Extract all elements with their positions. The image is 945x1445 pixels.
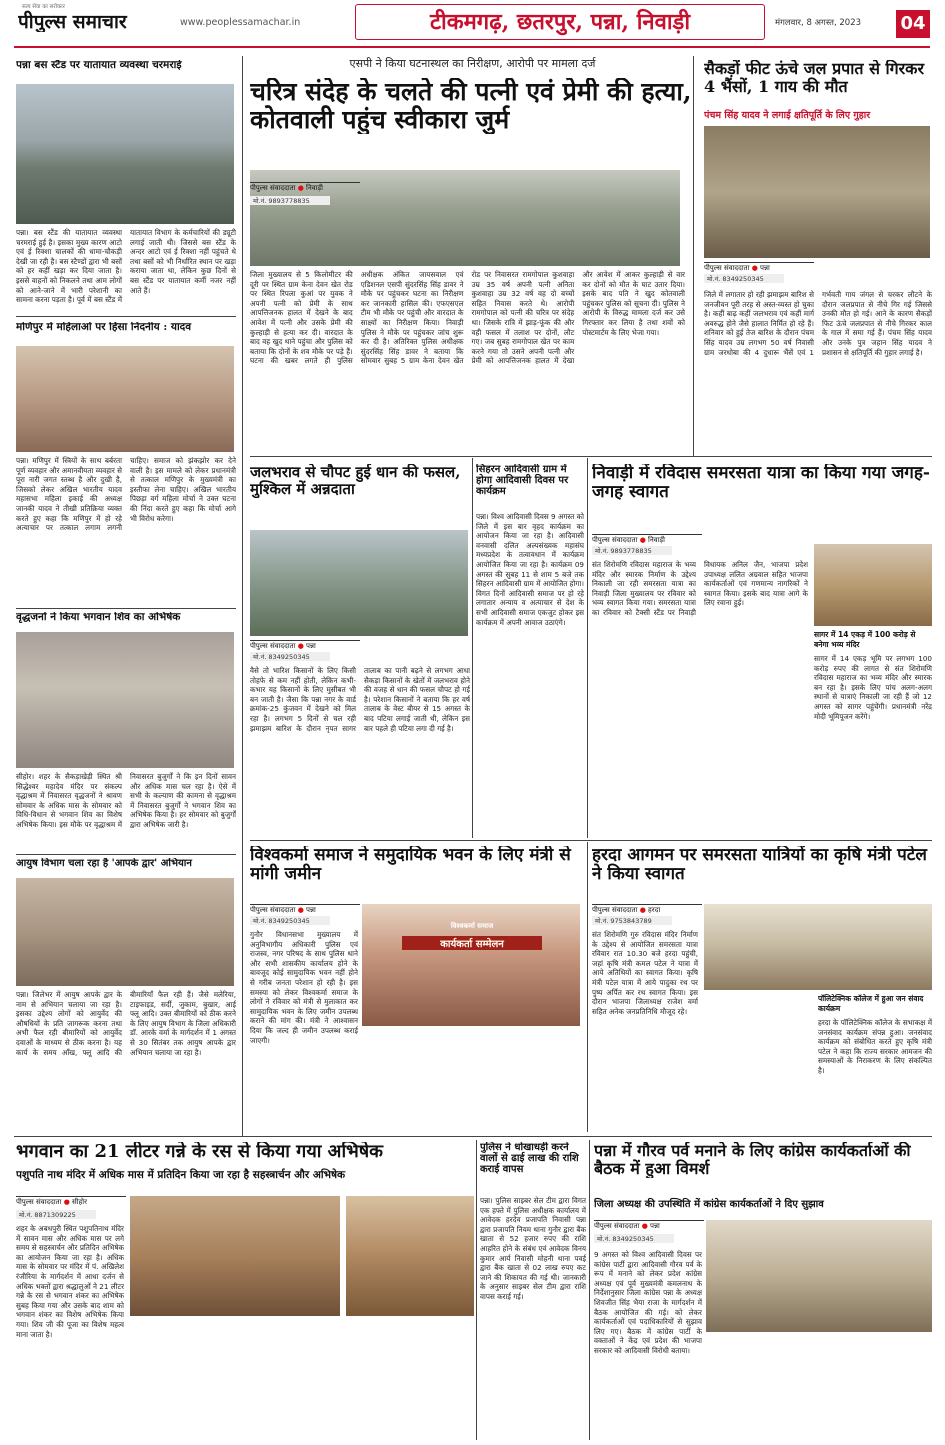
region-title: टीकमगढ़, छतरपुर, पन्ना, निवाड़ी bbox=[429, 9, 691, 35]
congress-meeting-photo bbox=[706, 1220, 932, 1332]
bottom-story3-text-continued bbox=[706, 1336, 932, 1434]
page-number: 04 bbox=[896, 10, 930, 38]
right-top-mobile: मो.नं. 8349250345 bbox=[704, 274, 784, 283]
bottom-story3-byline: पीपुल्स संवाददाता ● पन्ना bbox=[594, 1220, 704, 1231]
abhishek-vessel-photo bbox=[346, 1196, 474, 1316]
harda-headline: हरदा आगमन पर समरसता यात्रियों का कृषि मंत्री पटेल ने किया स्वागत bbox=[592, 846, 927, 885]
harda-byline-place: हरदा bbox=[648, 906, 661, 914]
mid-story1-byline-place: पन्ना bbox=[306, 642, 316, 650]
yatra-welcome-photo bbox=[814, 544, 932, 626]
right-top-headline: सैकड़ों फीट ऊंचे जल प्रपात से गिरकर 4 भैंसों, 1 गाय की मौत bbox=[704, 60, 925, 96]
masthead-rule bbox=[14, 46, 930, 48]
vishwakarma-banner1: विश्वकर्मा समाज bbox=[450, 922, 494, 930]
column-rule bbox=[587, 458, 588, 838]
mid-story2-text: पन्ना। विश्व आदिवासी दिवस 9 अगस्त को जिले में इस बार वृहद कार्यक्रम का आयोजन किया जा रहा है। आदिवासी वनवासी दलित अल्पसंख्यक महासंघ मध्यप्रदेश के तत्वावधान में कार्यक्रम आयोजित किया जा रहा है। कार्यक्रम 09 अगस्त की सुबह 11 से शाम 5 बजे तक सिहरन आदिवासी ग्राम में आयोजित होगा। विगत दिनों आदिवासी समाज पर हो रहे लगातार अन्याय व अत्याचार से देश के सभी आदिवासी समाज एकजुट होकर इस कार्यक्रम में अपनी आवाज उठाएंगे। bbox=[476, 512, 584, 627]
divider bbox=[16, 608, 236, 609]
region-banner bbox=[355, 4, 765, 40]
mid-story1-byline: पीपुल्स संवाददाता ● पन्ना bbox=[250, 640, 360, 651]
left-story1-headline: पन्ना बस स्टैंड पर यातायात व्यवस्था चरमराई bbox=[16, 60, 182, 71]
flooded-field-photo bbox=[250, 530, 468, 636]
mid-story2-headline: सिहरन आदिवासी ग्राम में होगा आदिवासी दिवस पर कार्यक्रम bbox=[476, 464, 569, 498]
harda-text-continued bbox=[704, 994, 812, 1130]
bottom-story1-subheadline: पशुपति नाथ मंदिर में अधिक मास में प्रतिदिन किया जा रहा है सहस्त्रार्चन और अभिषेक bbox=[16, 1169, 346, 1181]
bottom-story1-byline: पीपुल्स संवाददाता ● सीहोर bbox=[16, 1196, 126, 1207]
left-story2-text: पन्ना। मणिपुर में स्त्रियों के साथ बर्बरता पूर्ण व्यवहार और अमानवीयता व्यवहार से पूरा नारी जगत स्तब्ध है और दुखी है, जिसको लेकर अखिल भारतीय यादव महासभा महिला इकाई की अध्यक्ष जानकी यादव ने तीखी प्रतिक्रिया व्यक्त करते हुए कहा कि मणिपुर में हो रहे अत्याचार पर तत्काल लगाम लगनी चाहिए। समाज को झंकझोर कर देने वाली है। इस मामले को लेकर प्रधानमंत्री से तत्काल मणिपुर के मुख्यमंत्री का इस्तीफा लेना चाहिए। अखिल भारतीय पिछड़ा वर्ग महिला मोर्चा ने उक्त घटना की निंदा करते हुए कहा कि मोर्चा आगे भी विरोध करेगा। bbox=[16, 456, 236, 533]
niwari-photo-caption: सागर में 14 एकड़ में 100 करोड़ से बनेगा भव्य मंदिर bbox=[814, 630, 916, 649]
bottom-story3-mobile: मो.नं. 8349250345 bbox=[594, 1234, 674, 1243]
niwari-byline-name: पीपुल्स संवाददाता bbox=[592, 536, 638, 544]
column-rule bbox=[587, 842, 588, 1132]
bottom-story3-byline-place: पन्ना bbox=[650, 1222, 660, 1230]
logo: पीपुल्स समाचार bbox=[18, 11, 127, 32]
lead-byline-name: पीपुल्स संवाददाता bbox=[250, 184, 296, 192]
mid-story1-byline-name: पीपुल्स संवाददाता bbox=[250, 642, 296, 650]
right-top-subheadline: पंचम सिंह यादव ने लगाई क्षतिपूर्ति के लिए गुहार bbox=[704, 110, 871, 121]
vishwakarma-text: गुनौर विधानसभा मुख्यालय में अनुविभागीय अधिकारी पुलिस एवं राजस्व, नगर परिषद के साथ पुलिस थाने और सभी शासकीय कार्यालय होने के बावजूद कोई सामुदायिक भवन नहीं होने से गरीब जनता परेशान हो रही है। इस समस्या को लेकर विश्वकर्मा समाज के लोगों ने रविवार को मंत्री से मुलाकात कर सामुदायिक भवन के लिए जमीन उपलब्ध कराने की मांग की। मंत्री ने आश्वासन दिया कि जल्द ही जमीन उपलब्ध कराई जाएगी। bbox=[250, 930, 358, 1045]
lead-headline: चरित्र संदेह के चलते की पत्नी एवं प्रेमी की हत्या, कोतवाली पहुंच स्वीकारा जुर्म bbox=[250, 78, 692, 134]
column-rule bbox=[476, 1140, 477, 1440]
divider bbox=[250, 840, 932, 841]
niwari-headline: निवाड़ी में रविदास समरसता यात्रा का किया गया जगह-जगह स्वागत bbox=[592, 464, 930, 503]
masthead bbox=[0, 0, 945, 46]
lead-byline-place: निवाड़ी bbox=[306, 184, 323, 192]
vishwakarma-mobile: मो.नं. 8349250345 bbox=[250, 916, 330, 925]
bottom-story3-subheadline: जिला अध्यक्ष की उपस्थिति में कांग्रेस कार्यकर्ताओं ने दिए सुझाव bbox=[594, 1199, 824, 1210]
vishwakarma-byline-place: पन्ना bbox=[306, 906, 316, 914]
bottom-story3-byline-name: पीपुल्स संवाददाता bbox=[594, 1222, 640, 1230]
left-story4-text: पन्ना। जिलेभर में आयुष आपके द्वार के नाम से अभियान चलाया जा रहा है। इसका उद्देश्य लोगों को आयुर्वेद की औषधियों के प्रति जागरूक करना तथा अभी फैल रही बीमारियों को आयुर्वेद दवाओं के माध्यम से ठीक करना है। यह कार्य के समय आँख, फ्लू आदि की बीमारियाँ फैल रही हैं। जैसे मलेरिया, टाइफाइड, सर्दी, जुकाम, बुखार, आई फ्लू आदि। उक्त बीमारियों को ठीक करने के लिए आयुष विभाग के जिला अधिकारी डॉ. आरके वर्मा के मार्गदर्शन में 1 अगस्त से 30 सितंबर तक आयुष आपके द्वार अभियान चलाया जा रहा है। bbox=[16, 990, 236, 1057]
manipur-meeting-photo bbox=[16, 346, 234, 452]
niwari-text: संत शिरोमणि रविदास महाराज के भव्य मंदिर और स्मारक निर्माण के उद्देश्य निकाली जा रही समरसता यात्रा का निवाड़ी जिला मुख्यालय पर रविवार को भव्य स्वागत किया गया। समरसता यात्रा का रविवार को टैक्सी स्टैंड पर निवाड़ी विधायक अनिल जैन, भाजपा प्रदेश उपाध्यक्ष ललित अग्रवाल सहित भाजपा कार्यकर्ताओं एवं गणमान्य नागरिकों ने स्वागत किया। इसके बाद यात्रा आगे के लिए रवाना हुई। bbox=[592, 560, 808, 617]
harda-byline: पीपुल्स संवाददाता ● हरदा bbox=[592, 904, 702, 915]
bottom-story1-text: शहर के अबधपुरी स्थित पशुपतिनाथ मंदिर में सावन मास और अधिक मास पर लगे समय से सहस्त्रार्चन और प्रतिदिन अभिषेक का आयोजन किया जा रहा है। अधिक मास के सोमवार पर मंदिर में पं. अखिलेश रंजीरिया के मार्गदर्शन में आधा दर्जन से अधिक भक्तों द्वारा श्रद्धालुओं ने 21 लीटर गन्ने के रस से भगवान शंकर का अभिषेक सुबह किया गया और उसके बाद शाम को भगवान शंकर का विशेष अभिषेक किया गया। शिव जी की पूजा का विशेष महत्व माना जाता है। bbox=[16, 1224, 124, 1339]
divider bbox=[250, 456, 932, 457]
bottom-story1-mobile: मो.नं. 8871309225 bbox=[16, 1210, 96, 1219]
bottom-story1-byline-name: पीपुल्स संवाददाता bbox=[16, 1198, 62, 1206]
bottom-story2-headline: पुलिस ने धोखाधड़ी करने वालों से ढाई लाख की राशि कराई वापस bbox=[480, 1142, 579, 1176]
vishwakarma-byline: पीपुल्स संवाददाता ● पन्ना bbox=[250, 904, 360, 915]
mid-story1-headline: जलभराव से चौपट हुई धान की फसल, मुश्किल में अन्नदाता bbox=[250, 464, 461, 498]
column-rule bbox=[589, 1140, 590, 1440]
column-rule bbox=[242, 56, 243, 1136]
masthead-tagline: सत्य सेवा का सरोकार bbox=[22, 4, 65, 10]
divider bbox=[16, 854, 236, 855]
right-top-byline-place: पन्ना bbox=[760, 264, 770, 272]
niwari-mobile: मो.नं. 9893778835 bbox=[592, 546, 672, 555]
bottom-story3-headline: पन्ना में गौरव पर्व मनाने के लिए कांग्रेस कार्यकर्ताओं की बैठक में हुआ विमर्श bbox=[594, 1142, 911, 1178]
vishwakarma-headline: विश्वकर्मा समाज ने समुदायिक भवन के लिए मंत्री से मांगी जमीन bbox=[250, 846, 571, 885]
polytechnic-event-photo bbox=[704, 904, 932, 990]
bottom-story1-byline-place: सीहोर bbox=[72, 1198, 87, 1206]
bottom-story1-text-continued bbox=[130, 1320, 340, 1434]
left-story1-text: पन्ना। बस स्टैंड की यातायात व्यवस्था चरमराई हुई है। इसका मुख्य कारण आटो एवं ई रिक्शा चालकों की धामा-चौकड़ी देखी जा रही है। बस स्टैण्डों द्वारा भी बसों को हर कहीं खड़ा कर दिया जाता है। इससे वाहनों को निकलने तथा आम लोगों को आने-जाने में भारी परेशानी का सामना करना पड़ता है। पूर्व में बस स्टैंड में यातायात विभाग के कर्मचारियों की ड्यूटी लगाई जाती थी। जिससे बस स्टैंड के अन्दर आटो एवं ई रिक्शा नहीं पहुंचते थे तथा बसों को भी निर्धारित स्थान पर खड़ा कराया जाता था, लेकिन कुछ दिनों से बस स्टैंड पर यातायात कर्मी नजर नहीं आते हैं। bbox=[16, 228, 236, 305]
bottom-story1-headline: भगवान का 21 लीटर गन्ने के रस से किया गया अभिषेक bbox=[16, 1142, 383, 1162]
niwari-caption-text: सागर में 14 एकड़ भूमि पर लगभग 100 करोड़ रुपए की लागत से संत शिरोमणि रविदास महाराज का भव्य मंदिर और स्मारक बन रहा है। इसके लिए पांच अलग-अलग स्थानों से यात्राएं निकाली जा रही हैं जो 12 अगस्त को सागर पहुंचेंगी। प्रधानमंत्री नरेंद्र मोदी भूमिपूजन करेंगे। bbox=[814, 654, 932, 721]
mid-story1-mobile: मो.नं. 8349250345 bbox=[250, 652, 330, 661]
bottom-story3-text: 9 अगस्त को विश्व आदिवासी दिवस पर कांग्रेस पार्टी द्वारा आदिवासी गौरव पर्व के रूप में मनाने को लेकर प्रदेश कांग्रेस अध्यक्ष एवं पूर्व मुख्यमंत्री कमलनाथ के निर्देशानुसार जिला कांग्रेस पन्ना के अध्यक्ष शिवजीत सिंह भैया राजा के मार्गदर्शन में बैठक आयोजित की गई। को लेकर कार्यकर्ताओं एवं पदाधिकारियों से सुझाव लिए गए। बैठक में कांग्रेस पार्टी के वक्ताओं ने केंद्र एवं प्रदेश की भाजपा सरकार को आदिवासी विरोधी बताया। bbox=[594, 1250, 702, 1355]
left-story2-headline: मणिपुर में महिलाओं पर हिंसा निंदनीय : यादव bbox=[16, 322, 192, 333]
left-story3-text: सीहोर। शहर के सैकड़ाखेड़ी स्थित श्री सिद्धेश्वर महादेव मंदिर पर संकल्प वृद्धाश्रम में निवासरत वृद्धजनों ने श्रावण सोमवार के अधिक मास के सोमवार को विधि-विधान से भगवान शिव का विशेष अभिषेक किया। इस मौके पर वृद्धाश्रम में निवासरत बुजुर्गों ने कि इन दिनों सावन और अधिक मास चल रहा है। ऐसे में सभी के कल्याण की कामना से वृद्धाश्रम में निवासरत बुजुर्गों ने भगवान शिव का अभिषेक किया है। हर सोमवार को बुजुर्गों द्वारा अभिषेक जारी है। bbox=[16, 772, 236, 829]
ganna-ras-abhishek-photo bbox=[130, 1196, 340, 1316]
column-rule bbox=[472, 458, 473, 838]
vishwakarma-event-photo bbox=[362, 904, 580, 1026]
column-rule bbox=[693, 56, 694, 456]
mid-story1-text: वैसे तो भारिश किसानों के लिए किसी तोहफे से कम नहीं होती, लेकिन कभी-कभार यह किसानों के लिए मुसीबत भी बन जाती है। जैसा कि पन्ना नगर के वार्ड क्रमांक-25 कुंजवन में देखने को मिल रहा है। लगभग 5 दिनों से चल रही झमाझम बारिश के दौरान नृपत सागर तालाब का पानी बढ़ने से लगभग आधा सैकड़ा किसानों के खेतों में जलभराव होने की वजह से धान की फसल चौपट हो गई है। परेशान किसानों ने बताया कि हर वर्ष तालाब के वेस्ट बीयर से 15 अगस्त के बाद पटिया लगाई जाती थी, लेकिन इस बार पहले ही पटिया लगा दी गई है। bbox=[250, 666, 470, 733]
lead-text: जिला मुख्यालय से 5 किलोमीटर की दूरी पर स्थित ग्राम केना देवन खेत रोड पर स्थित रिपला कुआं पर युवक ने अपनी पत्नी को प्रेमी के साथ आपत्तिजनक हालत में देखने के बाद आवेश में पत्नी और उसके प्रेमी की कुल्हाड़ी से हत्या कर दी। वारदात के बाद वह खुद थाने पहुंचा और पुलिस को बताया कि दोनों के शव मौके पर पड़े हैं। घटना की खबर लगते ही पुलिस अधीक्षक अंकित जायसवाल एवं एडिशनल एसपी सुंदरसिंह सिंह डावर ने मौके पर पहुंचकर घटना का निरीक्षण कर जानकारी हासिल की। एफएसएल टीम भी मौके पर पहुंची और वारदात के साक्ष्यों का निरीक्षण किया। निवाड़ी पुलिस ने मौके पर पहुंचकर जांच शुरू कर दी है। अतिरिक्त पुलिस अधीक्षक सुंदरसिंह सिंह डावर ने बताया कि सोमवार सुबह 5 ग्राम केना देवन खेत रोड पर निवासरत रामगोपाल कुशवाहा उम्र 35 वर्ष अपनी पत्नी अनिता कुशवाहा उम्र 32 वर्ष वह दो बच्चों सहित निवास करते थे। आरोपी रामगोपाल को पत्नी की चरित्र पर संदेह था। जिसके रात्रि में झाड़-फूंक की और वही फसल में तलाश पर दोनों, लौट गए। जब सुबह रामगोपाल खेत पर काम करने गया तो उसने अपनी पत्नी और प्रेमी को आपत्तिजनक हालत में देखा और आवेश में आकर कुल्हाड़ी से वार कर दोनों को मौत के घाट उतार दिया। इसके बाद पति ने खुद कोतवाली पहुंचकर पुलिस को सूचना दी। पुलिस ने आरोपी के विरुद्ध मामला दर्ज कर उसे गिरफ्तार कर लिया है तथा शवों को पोस्टमार्टम के लिए भेजा गया। bbox=[250, 270, 685, 366]
harda-text: संत शिरोमणि गुरु रविदास मंदिर निर्माण के उद्देश्य से आयोजित समरसता यात्रा रविवार रात 10.30 बजे हरदा पहुंची, जहां कृषि मंत्री कमल पटेल ने यात्रा में आये अतिथियों का स्वागत किया। कृषि मंत्री पटेल यात्रा में आये पादुका रथ पर पुष्प अर्पित कर रथ स्वागत किया। इस दौरान भाजपा जिलाध्यक्ष राजेश वर्मा सहित अनेक जनप्रतिनिधि मौजूद रहे। bbox=[592, 930, 698, 1016]
left-story3-headline: वृद्धजनों ने किया भगवान शिव का अभिषेक bbox=[16, 612, 181, 623]
lead-kicker: एसपी ने किया घटनास्थल का निरीक्षण, आरोपी पर मामला दर्ज bbox=[349, 57, 596, 70]
bus-stand-photo bbox=[16, 84, 234, 224]
lead-byline: पीपुल्स संवाददाता ● निवाड़ी bbox=[250, 182, 360, 193]
left-story4-headline: आयुष विभाग चला रहा है 'आपके द्वार' अभियान bbox=[16, 858, 192, 869]
vishwakarma-byline-name: पीपुल्स संवाददाता bbox=[250, 906, 296, 914]
website[interactable]: www.peoplessamachar.in bbox=[180, 17, 301, 28]
divider bbox=[16, 316, 236, 317]
lead-mobile: मो.नं. 9893778835 bbox=[250, 196, 330, 205]
divider bbox=[14, 1136, 932, 1137]
ayush-camp-photo bbox=[16, 878, 234, 986]
harda-mobile: मो.नं. 9753843789 bbox=[592, 916, 672, 925]
cattle-photo bbox=[704, 126, 930, 258]
harda-byline-name: पीपुल्स संवाददाता bbox=[592, 906, 638, 914]
harda-photo-caption: पॉलिटेक्निक कॉलेज में हुआ जन संवाद कार्यक्रम bbox=[818, 994, 924, 1013]
niwari-byline: पीपुल्स संवाददाता ● निवाड़ी bbox=[592, 534, 702, 545]
niwari-byline-place: निवाड़ी bbox=[648, 536, 665, 544]
bottom-story2-text: पन्ना। पुलिस साइबर सेल टीम द्वारा विगत एक हफ्ते में पुलिस अधीक्षक कार्यालय में आवेदक हरदेव प्रजापति निवासी पन्ना द्वारा प्रजापति नियम थाना गुनौर द्वारा बैंक खाता से 52 हजार रुपए की राशि आहरित होने के संबंध एवं आवेदक विनय कुमार आर्य निवासी मोहनी थाना पवई द्वारा बैंक खाता से 02 लाख रुपए कट जाने की शिकायत की गई थी। जानकारी के अनुसार साइबर सेल टीम द्वारा राशि वापस कराई गई। bbox=[480, 1196, 586, 1301]
right-top-byline-name: पीपुल्स संवाददाता bbox=[704, 264, 750, 272]
vishwakarma-banner2: कार्यकर्ता सम्मेलन bbox=[402, 936, 542, 950]
harda-caption-text: हरदा के पॉलिटेक्निक कॉलेज के सभाकक्ष में जनसंवाद कार्यक्रम संपन्न हुआ। जनसंवाद कार्यक्रम को संबोधित करते हुए कृषि मंत्री पटेल ने कहा कि राज्य सरकार आमजन की समस्याओं के निराकरण के लिए संकल्पित है। bbox=[818, 1018, 932, 1075]
issue-date: मंगलवार, 8 अगस्त, 2023 bbox=[775, 18, 862, 28]
shiv-abhishek-photo bbox=[16, 632, 234, 768]
right-top-byline: पीपुल्स संवाददाता ● पन्ना bbox=[704, 262, 814, 273]
right-top-text: जिले में लगातार हो रही झमाझम बारिश से जनजीवन पूरी तरह से अस्त-व्यस्त हो चुका है। कहीं बाढ़ कहीं जलभराव एवं कहीं मार्ग अवरुद्ध होने जैसे हालात निर्मित हो रहे हैं। शनिवार को हुई तेज बारिश के दौरान पंचम सिंह यादव उम्र लगभग 50 वर्ष निवासी ग्राम जरधोबा की 4 दुधारू भैंसें एवं 1 गर्भवती गाय जंगल से चरकर लौटने के दौरान जलप्रपात से नीचे गिर गई जिससे उनकी मौत हो गई। आने के कारण सैकड़ों फिट ऊंचे जलप्रपात से नीचे गिरकर काल के गाल में समा गई हैं। पंचम सिंह यादव और उनके पुत्र जहान सिंह यादव ने प्रशासन से क्षतिपूर्ति की गुहार लगाई है। bbox=[704, 290, 932, 357]
